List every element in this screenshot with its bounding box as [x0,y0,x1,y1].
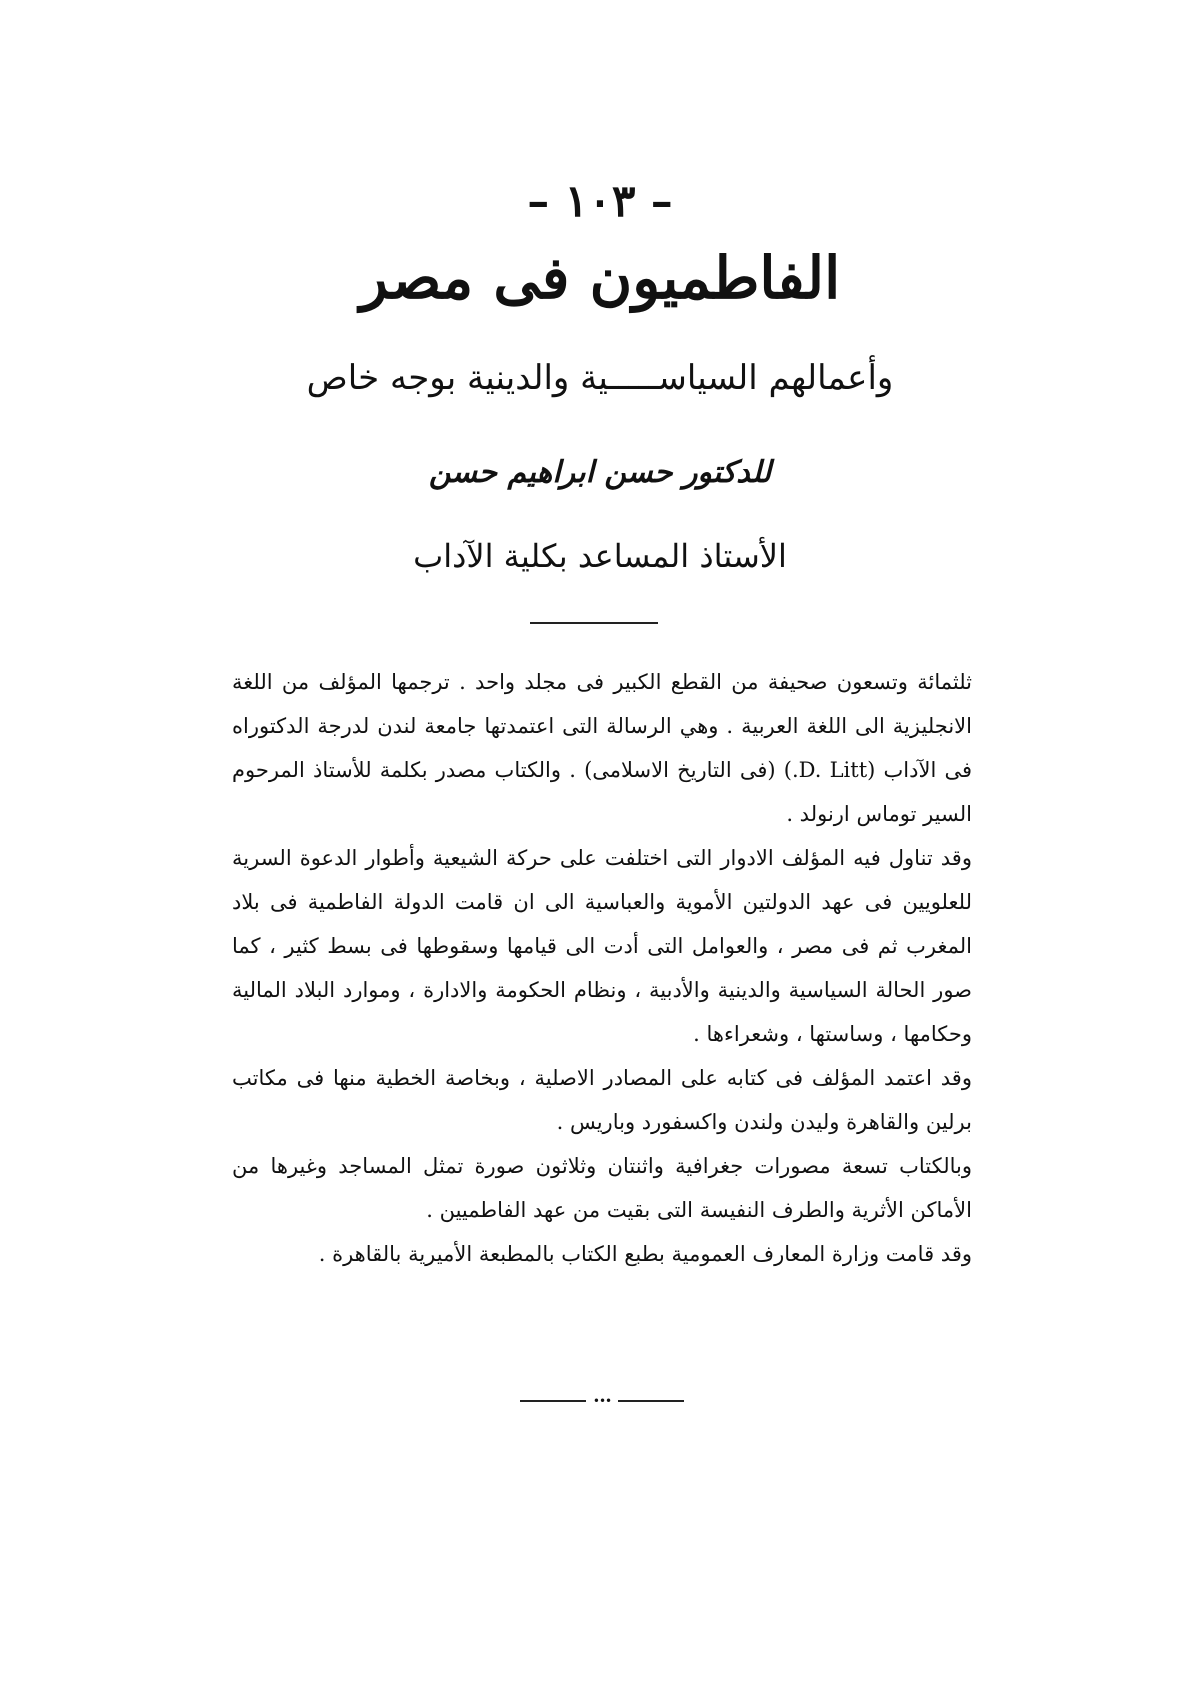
subtitle: وأعمالهم السياســـــية والدينية بوجه خاص [306,358,894,398]
author-affiliation: الأستاذ المساعد بكلية الآداب [413,537,787,575]
ornament-dots-icon: ••• [586,1394,618,1408]
page-number: – ١٠٣ – [527,176,673,227]
body-text [232,660,972,1276]
author-line: للدكتور حسن ابراهيم حسن [428,455,772,490]
paragraph: وقد تناول فيه المؤلف الادوار التى اختلفت على حركة الشيعية وأطوار الدعوة السرية للعلويين فى عهد الدولتين الأموية والعباسية الى ان قامت الدولة الفاطمية فى بلاد المغرب ثم فى مصر ، والعوامل التى أدت الى قيامها وسقوطها فى بسط كثير ، كما صور الحالة السياسية والدينية والأدبية ، ونظام الحكومة والادارة ، وموارد البلاد المالية وحكامها ، وساستها ، وشعراءها . [232,846,972,1046]
paragraph: ثلثمائة وتسعون صحيفة من القطع الكبير فى مجلد واحد . ترجمها المؤلف من اللغة الانجليزية الى اللغة العربية . وهي الرسالة التى اعتمدتها جامعة لندن لدرجة الدكتوراه فى الآداب (D. Litt.) (فى التاريخ الاسلامى) . والكتاب مصدر بكلمة للأستاذ المرحوم السير توماس ارنولد . [232,670,973,826]
paragraph: وقد قامت وزارة المعارف العمومية بطبع الكتاب بالمطبعة الأميرية بالقاهرة . [318,1242,972,1266]
paragraph: وقد اعتمد المؤلف فى كتابه على المصادر الاصلية ، وبخاصة الخطية منها فى مكاتب برلين والقاهرة وليدن ولندن واكسفورد وباريس . [232,1066,972,1134]
paragraph: وبالكتاب تسعة مصورات جغرافية واثنتان وثلاثون صورة تمثل المساجد وغيرها من الأماكن الأثرية والطرف النفيسة التى بقيت من عهد الفاطميين . [232,1154,972,1222]
end-ornament [520,1394,684,1408]
section-divider [530,622,658,624]
page-title: الفاطميون فى مصر [359,244,841,312]
